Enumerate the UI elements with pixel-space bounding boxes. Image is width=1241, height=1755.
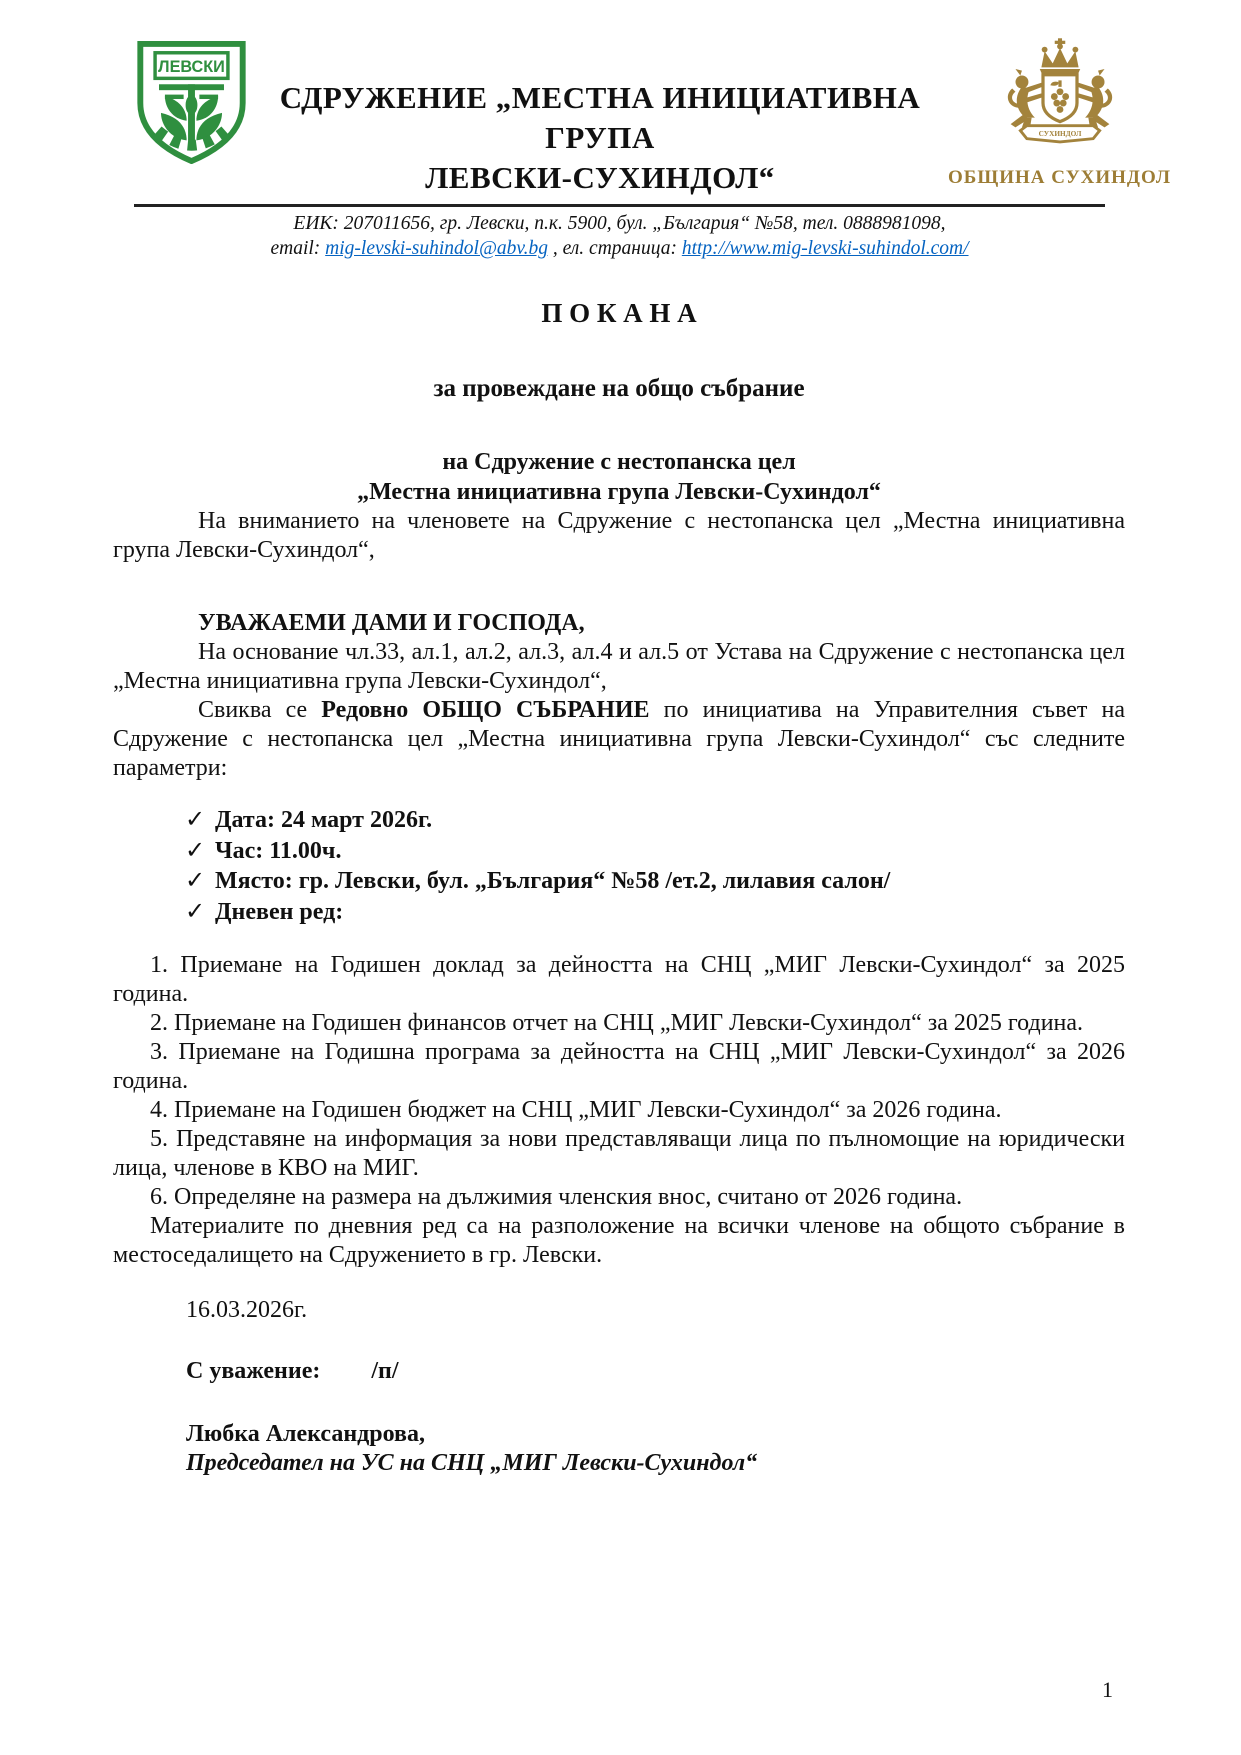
suhindol-coat-of-arms-icon: [975, 38, 1145, 160]
org-title: [252, 38, 948, 198]
contact-info: [134, 211, 1105, 261]
convocation-post: по инициатива на Управителния съвет на Сдружение с нестопанска цел „Местна инициативна група Левски-Сухиндол“ със следните параметри:: [113, 697, 1125, 781]
agenda-item-2: 2. Приемане на Годишен финансов отчет на СНЦ „МИГ Левски-Сухиндол“ за 2025 година.: [150, 1010, 1084, 1036]
agenda-item-3: 3. Приемане на Годишна програма за дейността на СНЦ „МИГ Левски-Сухиндол“ за 2026 година.: [113, 1039, 1125, 1094]
invitation-org-line2: „Местна инициативна група Левски-Сухиндол“: [357, 479, 881, 505]
agenda-item-4: 4. Приемане на Годишен бюджет на СНЦ „МИГ Левски-Сухиндол“ за 2026 година.: [150, 1097, 1002, 1123]
convocation-paragraph: [113, 696, 1125, 783]
contact-line1: ЕИК: 207011656, гр. Левски, п.к. 5900, бул. „България“ №58, тел. 0888981098,: [293, 213, 946, 234]
signature-block: [186, 1296, 1125, 1478]
agenda-item-5: 5. Представяне на информация за нови представляващи лица по пълномощие на юридически лица, членове в КВО на МИГ.: [113, 1126, 1125, 1181]
meeting-date: Дата: 24 март 2026г.: [215, 807, 433, 833]
meeting-details-list: [185, 805, 1125, 927]
check-icon: ✓: [185, 837, 206, 864]
invitation-title: П О К А Н А: [541, 298, 697, 328]
check-icon: ✓: [185, 898, 206, 925]
materials-paragraph: Материалите по дневния ред са на разположение на всички членове на общото събрание в местоседалището на Сдружението в гр. Левски.: [113, 1213, 1125, 1268]
list-item-date: [185, 805, 1125, 836]
agenda-item-1: 1. Приемане на Годишен доклад за дейността на СНЦ „МИГ Левски-Сухиндол“ за 2025 година.: [113, 952, 1125, 1007]
document-header: [0, 0, 1241, 198]
attention-paragraph: На вниманието на членовете на Сдружение с нестопанска цел „Местна инициативна група Левски-Сухиндол“,: [113, 508, 1125, 563]
suhindol-logo-label: ОБЩИНА СУХИНДОЛ: [948, 167, 1171, 188]
check-icon: ✓: [185, 807, 206, 833]
email-label: email:: [270, 238, 321, 259]
legal-basis-paragraph: На основание чл.33, ал.1, ал.2, ал.3, ал.4 и ал.5 от Устава на Сдружение с нестопанска цел „Местна инициативна група Левски-Сухиндол“,: [113, 639, 1125, 694]
signed-mark: /п/: [371, 1358, 399, 1384]
header-divider: [134, 204, 1105, 207]
list-item-agenda: [185, 897, 1125, 928]
page-number: 1: [1102, 1677, 1113, 1702]
website-link[interactable]: http://www.mig-levski-suhindol.com/: [681, 238, 969, 259]
document-body: [0, 299, 1241, 1478]
org-title-line2: ЛЕВСКИ-СУХИНДОЛ“: [425, 160, 775, 195]
convocation-emphasis: Редовно ОБЩО СЪБРАНИЕ: [321, 697, 650, 723]
meeting-place: Място: гр. Левски, бул. „България“ №58 /ет.2, лилавия салон/: [215, 868, 891, 894]
contact-line2: [134, 236, 1105, 261]
levski-logo-label: ЛЕВСКИ: [158, 57, 225, 76]
invitation-org-line1: на Сдружение с нестопанска цел: [442, 449, 796, 475]
website-label: , ел. страница:: [548, 238, 677, 259]
levski-shield-icon: [132, 38, 251, 164]
agenda-list: [113, 951, 1125, 1212]
email-link[interactable]: mig-levski-suhindol@abv.bg: [325, 238, 548, 259]
salutation: УВАЖАЕМИ ДАМИ И ГОСПОДА,: [198, 610, 585, 636]
invitation-org: [113, 447, 1125, 507]
invitation-subtitle: за провеждане на общо събрание: [433, 375, 805, 402]
document-date: 16.03.2026г.: [186, 1297, 308, 1323]
org-title-line1: СДРУЖЕНИЕ „МЕСТНА ИНИЦИАТИВНА ГРУПА: [279, 80, 921, 155]
agenda-item-6: 6. Определяне на размера на дължимия членския внос, считано от 2026 година.: [150, 1184, 963, 1210]
list-item-time: [185, 836, 1125, 867]
suhindol-ribbon-label: СУХИНДОЛ: [1038, 130, 1081, 139]
convocation-pre: Свиква се: [198, 697, 322, 723]
meeting-time: Час: 11.00ч.: [215, 837, 342, 864]
agenda-label: Дневен ред:: [215, 898, 344, 925]
list-item-place: [185, 866, 1125, 897]
check-icon: ✓: [185, 868, 206, 894]
signer-name: Любка Александрова,: [186, 1421, 425, 1447]
regards-label: С уважение:: [186, 1358, 321, 1384]
signer-position: Председател на УС на СНЦ „МИГ Левски-Сухиндол“: [186, 1450, 758, 1476]
levski-logo: [132, 38, 252, 169]
suhindol-logo: [948, 38, 1171, 189]
regards-line: [186, 1357, 1125, 1386]
